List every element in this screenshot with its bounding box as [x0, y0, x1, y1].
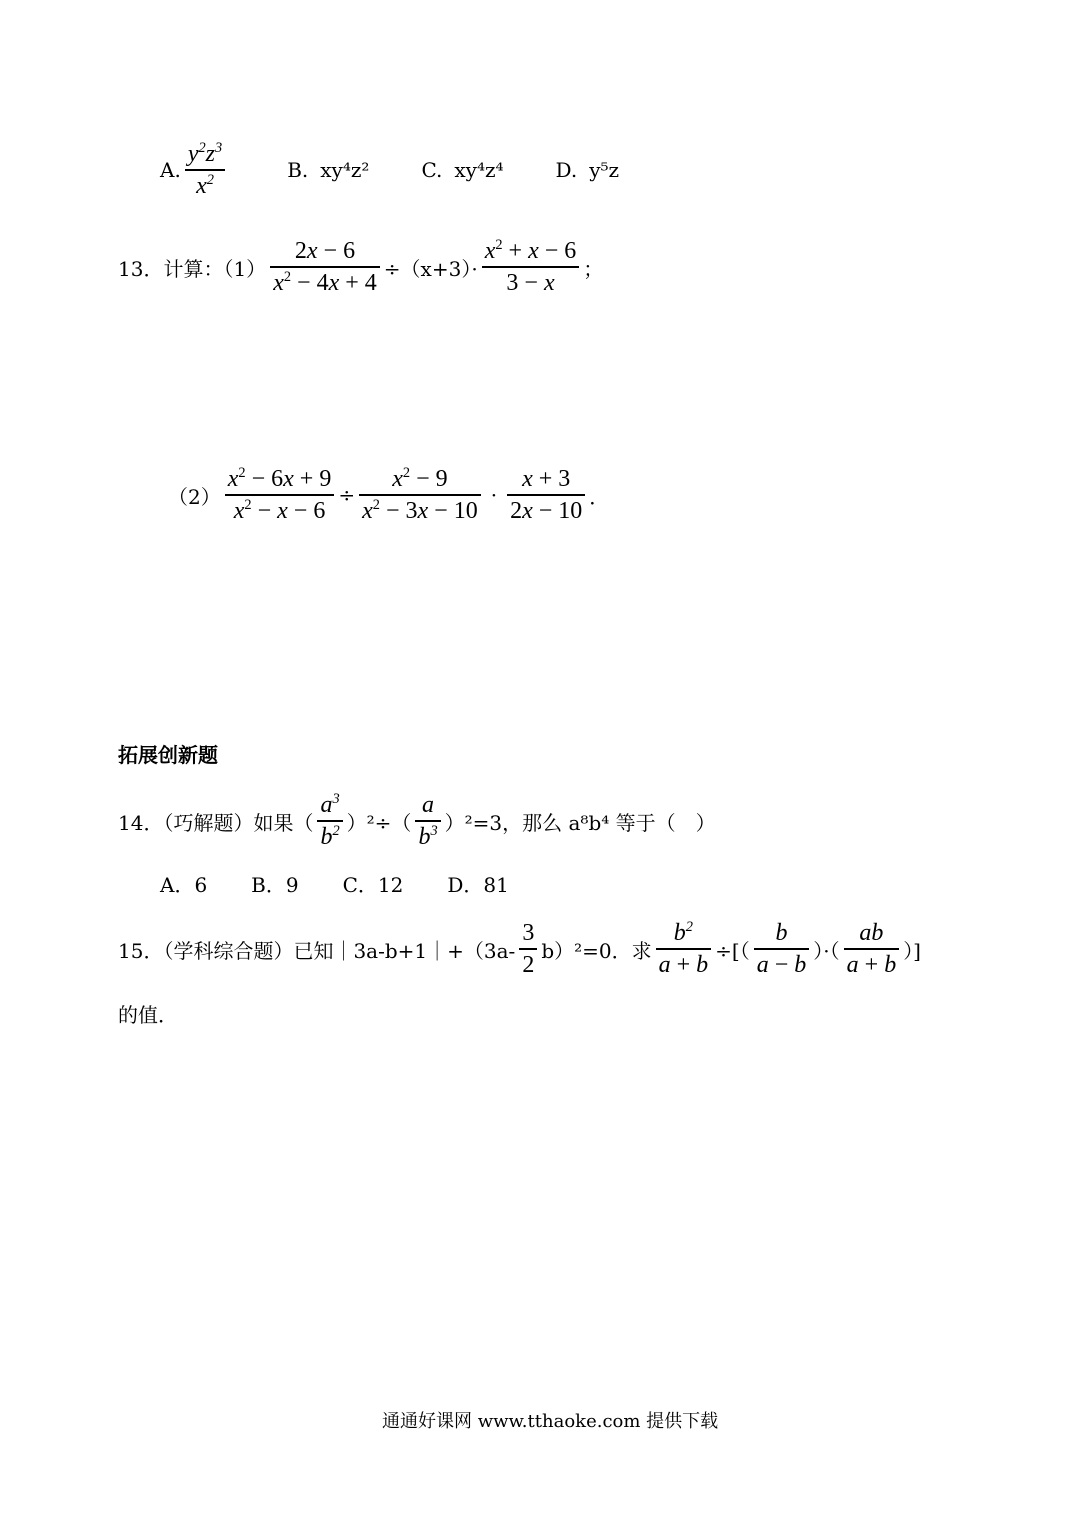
- q13-end2: ．: [589, 484, 610, 509]
- q15-line2: 的值．: [118, 1002, 178, 1027]
- q14-fraction-1: $\frac{a^3}{b^2}$: [317, 790, 342, 852]
- q14-tail: ）²=3，那么 a⁸b⁴ 等于（ ）: [444, 810, 716, 835]
- q13-fraction-2: $\frac{x^2 + x - 6}{3 - x}$: [482, 236, 580, 298]
- q15-fraction-3-2: $\frac{3}{2}$: [519, 918, 537, 980]
- q15-close: ）]: [903, 938, 921, 963]
- q12-option-b-text: xy⁴z²: [320, 158, 370, 182]
- q14-option-c: C．12: [342, 872, 404, 897]
- q14-option-b: B．9: [251, 872, 299, 897]
- q12-option-d-text: y⁵z: [589, 158, 620, 182]
- q15-fraction-b: $\frac{b}{a - b}$: [754, 918, 810, 980]
- q12-option-c-label: C.: [421, 158, 443, 182]
- q13-part2-label: （2）: [168, 484, 221, 509]
- q14-prefix: 14．（巧解题）如果（: [118, 810, 314, 835]
- q13-fraction-5: $\frac{x + 3}{2x - 10}$: [507, 464, 585, 526]
- q13-fraction-4: $\frac{x^2 - 9}{x^2 - 3x - 10}$: [359, 464, 481, 526]
- q15: [118, 914, 921, 984]
- q15-dot: ）·（: [813, 938, 840, 963]
- q13-fraction-1: $\frac{2x - 6}{x^2 - 4x + 4}$: [270, 236, 380, 298]
- q13-divide-x3: ÷（x+3）·: [383, 256, 478, 281]
- q15-div-open: ÷[（: [715, 938, 750, 963]
- q14-options: [160, 868, 509, 898]
- q15-fraction-b2: $\frac{b^2}{a + b}$: [656, 918, 712, 980]
- divide-sign: ÷: [338, 483, 356, 507]
- q14-fraction-2: $\frac{a}{b^3}$: [415, 790, 440, 852]
- q12-option-d-label: D.: [555, 158, 578, 182]
- q13-end1: ；: [583, 256, 604, 281]
- section-title: 拓展创新题: [118, 742, 218, 767]
- q12-option-a-fraction: $\frac{y^2z^3}{x^2}$: [185, 139, 225, 201]
- q13-part1: [118, 232, 603, 302]
- page-footer: 通通好课网 www.tthaoke.com 提供下载: [382, 1411, 719, 1432]
- q13-part2: [168, 460, 609, 530]
- q12-option-a-label: A.: [160, 158, 181, 182]
- q15-mid: b）²=0．求: [541, 938, 652, 963]
- q14-mid: ）²÷（: [346, 810, 412, 835]
- q15-fraction-ab: $\frac{ab}{a + b}$: [844, 918, 900, 980]
- q15-prefix: 15．（学科综合题）已知｜3a-b+1｜+（3a-: [118, 938, 516, 963]
- q14: [118, 786, 716, 856]
- q13-prefix: 13．计算：（1）: [118, 256, 267, 281]
- q14-option-d: D．81: [447, 872, 509, 897]
- q13-fraction-3: $\frac{x^2 - 6x + 9}{x^2 - x - 6}$: [225, 464, 335, 526]
- q12-options: [160, 140, 619, 200]
- q14-option-a: A．6: [160, 872, 208, 897]
- q12-option-b-label: B.: [287, 158, 309, 182]
- q12-option-c-text: xy⁴z⁴: [454, 158, 504, 182]
- dot-sign: ·: [490, 483, 498, 507]
